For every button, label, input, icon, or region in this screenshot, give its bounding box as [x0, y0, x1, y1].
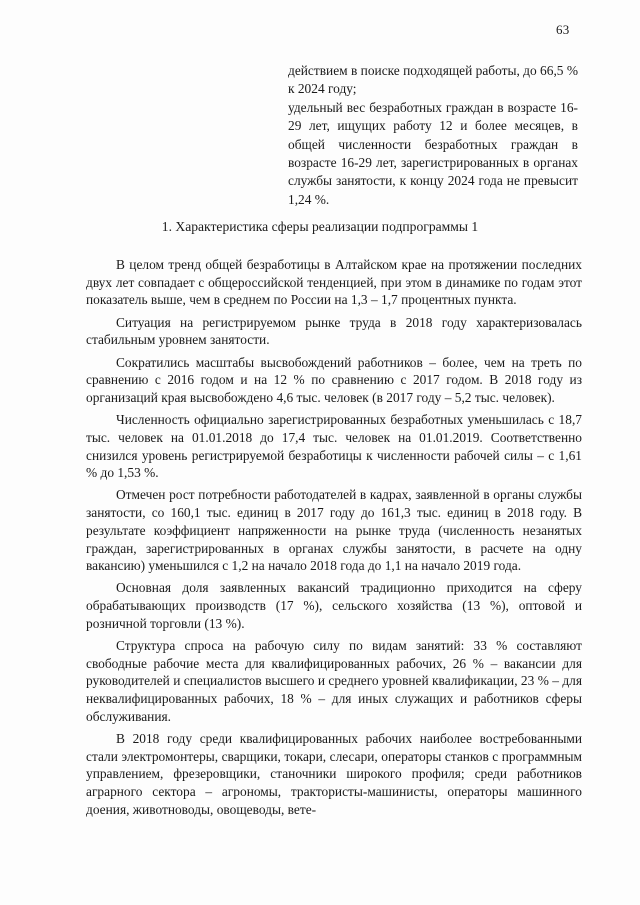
body-paragraph: В целом тренд общей безработицы в Алтайском крае на протяжении последних двух лет совпадает с общероссийской тенденцией, при этом в динамике по годам этот показатель выше, чем в среднем по России на 1,3 – 1,7 процентных пункта. [86, 257, 582, 308]
body-paragraph: Численность официально зарегистрированных безработных уменьшилась с 18,7 тыс. человек на 01.01.2018 до 17,4 тыс. человек на 01.01.2019. Соответственно снизился уровень регистрируемой безработицы к численности рабочей силы – с 1,61 % до 1,53 %. [86, 412, 582, 481]
page-number: 63 [556, 22, 570, 37]
indicator-item: удельный вес безработных граждан в возрасте 16-29 лет, ищущих работу 12 и более месяцев, в общей численности безработных граждан в возрасте 16-29 лет, зарегистрированных в органах службы занятости, к концу 2024 года не превысит 1,24 %. [288, 99, 578, 207]
body-paragraph: В 2018 году среди квалифицированных рабочих наиболее востребованными стали электромонтеры, сварщики, токари, слесари, операторы станков с программным управлением, фрезеровщики, станочники широкого профиля; среди работников аграрного сектора – агрономы, трактористы-машинисты, операторы машинного доения, животноводы, овощеводы, вете- [86, 731, 582, 817]
indicator-item: действием в поиске подходящей работы, до 66,5 % к 2024 году; [288, 63, 578, 97]
section-body [86, 256, 582, 823]
body-paragraph: Структура спроса на рабочую силу по видам занятий: 33 % составляют свободные рабочие места для квалифицированных рабочих, 26 % – вакансии для руководителей и специалистов высшего и среднего уровней квалификации, 23 % – для неквалифицированных рабочих, 18 % – для иных служащих и работников сферы обслуживания. [86, 638, 582, 724]
body-paragraph: Отмечен рост потребности работодателей в кадрах, заявленной в органы службы занятости, со 160,1 тыс. единиц в 2017 году до 161,3 тыс. единиц в 2018 году. В результате коэффициент напряженности на рынке труда (численность незанятых граждан, зарегистрированных в органах службы занятости, в расчете на одну вакансию) уменьшился с 1,2 на начало 2018 года до 1,1 на начало 2019 года. [86, 487, 582, 574]
section-heading: 1. Характеристика сферы реализации подпрограммы 1 [161, 219, 479, 234]
body-paragraph: Ситуация на регистрируемом рынке труда в 2018 году характеризовалась стабильным уровнем занятости. [86, 314, 582, 348]
body-paragraph: Основная доля заявленных вакансий традиционно приходится на сферу обрабатывающих производств (17 %), сельского хозяйства (13 %), оптовой и розничной торговли (13 %). [86, 580, 582, 631]
indicator-list-continuation [288, 62, 578, 209]
body-paragraph: Сократились масштабы высвобождений работников – более, чем на треть по сравнению с 2016 годом и на 12 % по сравнению с 2017 годом. В 2018 году из организаций края высвобождено 4,6 тыс. человек (в 2017 году – 5,2 тыс. человек). [86, 354, 582, 405]
